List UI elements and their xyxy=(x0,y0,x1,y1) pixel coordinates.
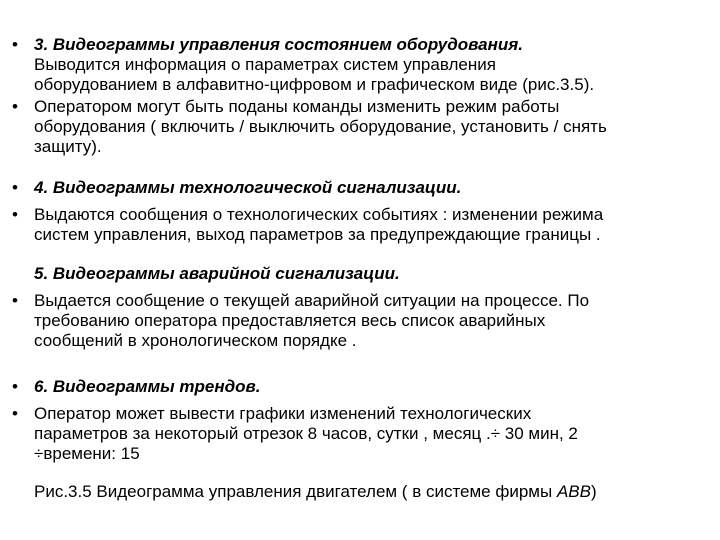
section-6-item xyxy=(12,377,714,397)
section-3-operator-line-3: защиту). xyxy=(34,137,102,156)
section-4-body-line-2: систем управления, выход параметров за предупреждающие границы . xyxy=(34,225,601,244)
figure-caption xyxy=(34,482,714,502)
section-5-body-line-2: требованию оператора предоставляется весь список аварийных xyxy=(34,311,546,330)
figure-caption-close: ) xyxy=(590,482,597,501)
figure-caption-text: Рис.3.5 Видеограмма управления двигателем ( в системе фирмы xyxy=(34,482,557,501)
bullet-icon: • xyxy=(12,205,18,224)
section-6-body-line-3: ÷времени: 15 xyxy=(34,444,140,463)
bullet-icon: • xyxy=(12,404,18,423)
section-6-heading: 6. Видеограммы трендов. xyxy=(34,377,261,396)
bullet-icon: • xyxy=(12,178,18,197)
bullet-icon: • xyxy=(12,377,18,396)
section-5-heading: 5. Видеограммы аварийной сигнализации. xyxy=(34,264,400,283)
section-3-operator-line-2: оборудования ( включить / выключить оборудование, установить / снять xyxy=(34,117,607,136)
section-3-line-1: Выводится информация о параметрах систем управления xyxy=(34,55,496,74)
section-6-body-line-1: Оператор может вывести графики изменений технологических xyxy=(34,404,532,423)
section-6-body-item xyxy=(12,404,714,464)
bullet-icon: • xyxy=(12,35,18,54)
section-5-item xyxy=(34,264,714,284)
section-3-operator-item xyxy=(12,97,714,157)
bullet-icon: • xyxy=(12,291,18,310)
section-4-heading: 4. Видеограммы технологической сигнализации. xyxy=(34,178,462,197)
section-3-item xyxy=(12,35,714,95)
section-3-heading: 3. Видеограммы управления состоянием оборудования. xyxy=(34,35,524,54)
section-6-body-line-2: параметров за некоторый отрезок 8 часов, сутки , месяц .÷ 30 мин, 2 xyxy=(34,424,578,443)
section-5-body-line-3: сообщений в хронологическом порядке . xyxy=(34,331,357,350)
section-3-operator-line-1: Оператором могут быть поданы команды изменить режим работы xyxy=(34,97,560,116)
section-3-line-2: оборудованием в алфавитно-цифровом и графическом виде (рис.3.5). xyxy=(34,75,595,94)
section-5-body-item xyxy=(12,291,714,351)
section-4-item xyxy=(12,178,714,198)
section-4-body-item xyxy=(12,205,714,245)
section-5-body-line-1: Выдается сообщение о текущей аварийной ситуации на процессе. По xyxy=(34,291,590,310)
figure-caption-company: ABB xyxy=(556,482,591,501)
bullet-icon: • xyxy=(12,97,18,116)
section-4-body-line-1: Выдаются сообщения о технологических событиях : изменении режима xyxy=(34,205,604,224)
